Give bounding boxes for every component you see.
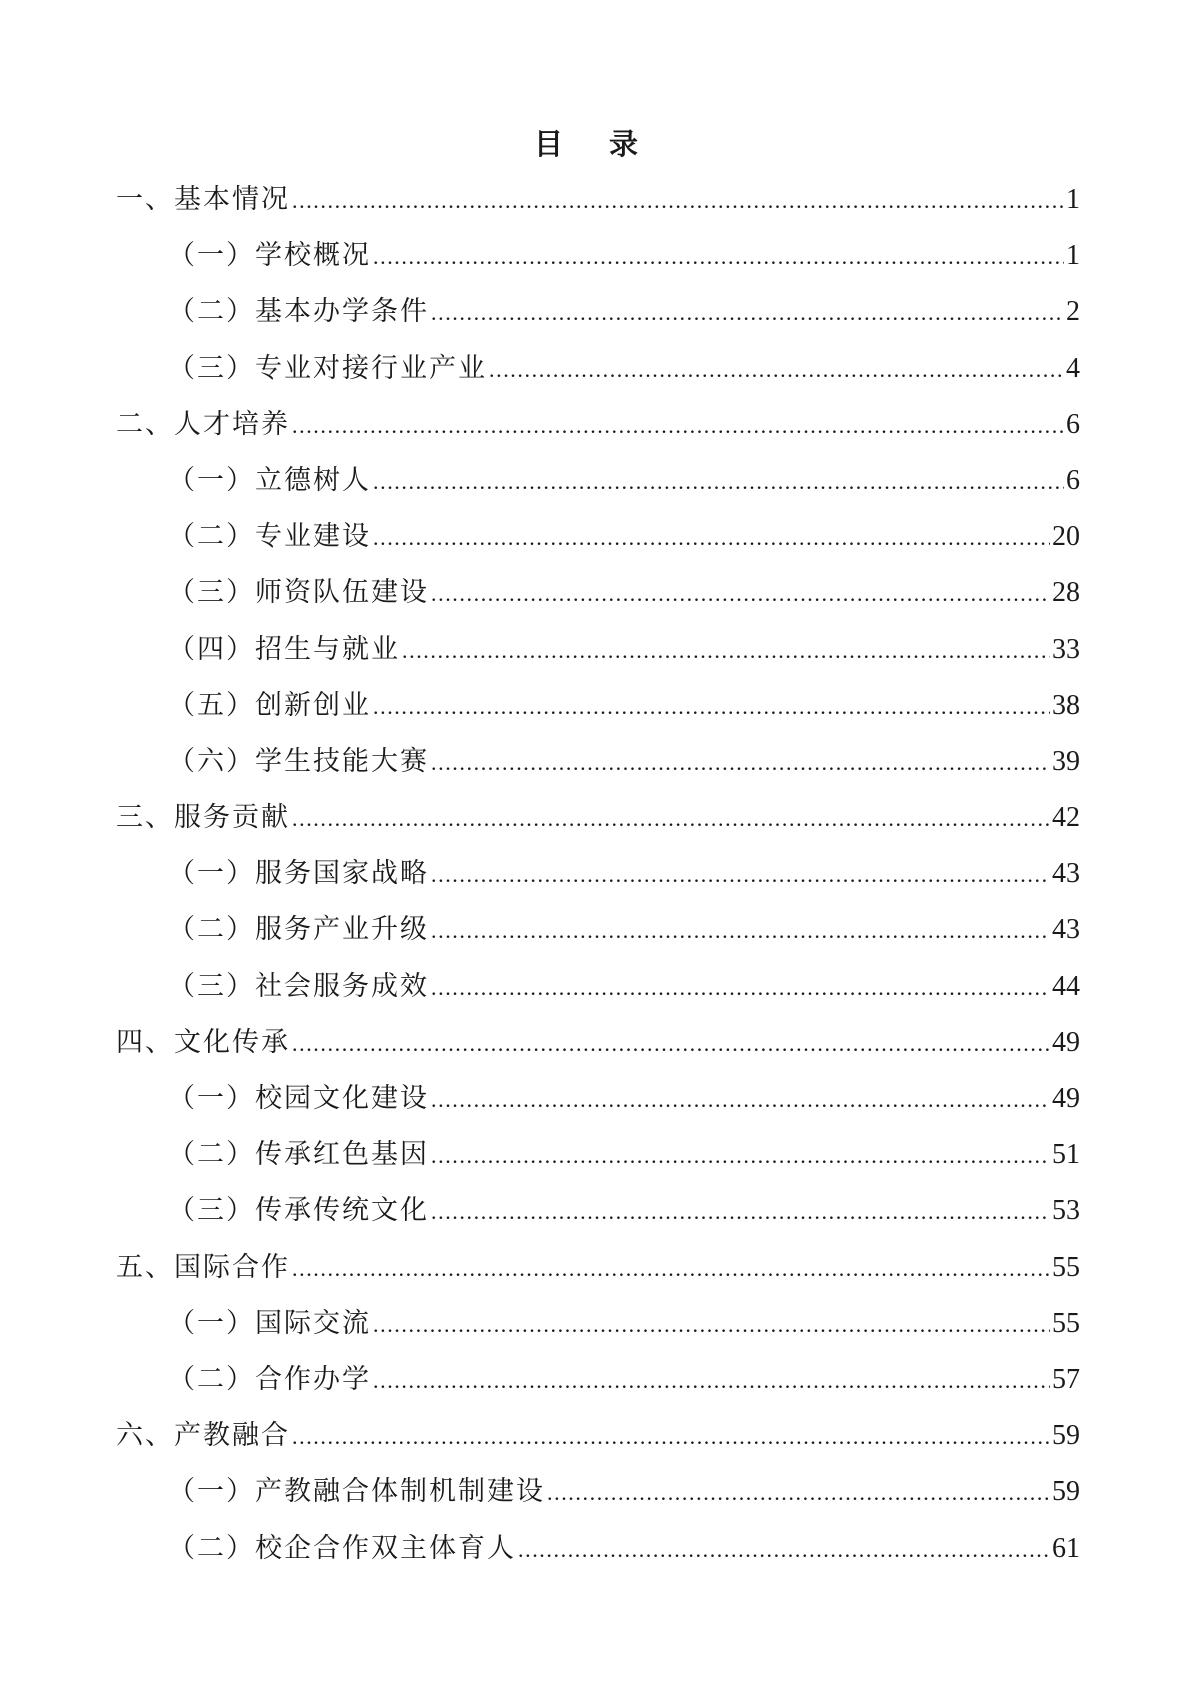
toc-entry-label: （六）学生技能大赛 (168, 745, 429, 777)
dot-leader (373, 510, 1050, 566)
toc-subsection-entry[interactable] (116, 228, 1080, 284)
toc-entry-label: （四）招生与就业 (168, 633, 400, 665)
dot-leader (431, 960, 1050, 1016)
toc-subsection-entry[interactable] (116, 509, 1080, 565)
toc-entry-label: （二）基本办学条件 (168, 296, 429, 328)
toc-page-number: 1 (1066, 240, 1080, 272)
dot-leader (431, 1184, 1050, 1240)
dot-leader (402, 623, 1050, 679)
toc-page-number: 28 (1052, 577, 1080, 609)
toc-page-number: 49 (1052, 1026, 1080, 1058)
toc-subsection-entry[interactable] (116, 1127, 1080, 1183)
toc-subsection-entry[interactable] (116, 1071, 1080, 1127)
toc-entry-label: （二）专业建设 (168, 521, 371, 553)
toc-subsection-entry[interactable] (116, 565, 1080, 621)
toc-title: 目 录 (533, 127, 657, 161)
toc-entry-label: （三）社会服务成效 (168, 970, 429, 1002)
toc-page-number: 53 (1052, 1195, 1080, 1227)
toc-subsection-entry[interactable] (116, 1183, 1080, 1239)
toc-page-number: 42 (1052, 802, 1080, 834)
dot-leader (373, 679, 1050, 735)
toc-entry-label: （二）合作办学 (168, 1363, 371, 1395)
toc-entry-label: （一）立德树人 (168, 464, 371, 496)
toc-subsection-entry[interactable] (116, 622, 1080, 678)
dot-leader (489, 342, 1064, 398)
toc-section-entry[interactable] (116, 1240, 1080, 1296)
toc-section-entry[interactable] (116, 1408, 1080, 1464)
toc-page-number: 43 (1052, 858, 1080, 890)
dot-leader (518, 1522, 1050, 1578)
toc-subsection-entry[interactable] (116, 453, 1080, 509)
toc-subsection-entry[interactable] (116, 678, 1080, 734)
dot-leader (292, 1241, 1050, 1297)
toc-subsection-entry[interactable] (116, 1296, 1080, 1352)
dot-leader (292, 1016, 1050, 1072)
toc-entry-label: （五）创新创业 (168, 689, 371, 721)
toc-subsection-entry[interactable] (116, 1352, 1080, 1408)
toc-page-number: 51 (1052, 1139, 1080, 1171)
toc-subsection-entry[interactable] (116, 341, 1080, 397)
toc-entry-label: （三）师资队伍建设 (168, 577, 429, 609)
dot-leader (292, 398, 1064, 454)
toc-subsection-entry[interactable] (116, 1521, 1080, 1577)
toc-entry-label: （一）国际交流 (168, 1307, 371, 1339)
dot-leader (292, 173, 1064, 229)
toc-page-number: 61 (1052, 1532, 1080, 1564)
dot-leader (431, 847, 1050, 903)
toc-entry-label: （一）学校概况 (168, 240, 371, 272)
toc-page-number: 1 (1066, 184, 1080, 215)
dot-leader (373, 1297, 1050, 1353)
toc-subsection-entry[interactable] (116, 846, 1080, 902)
dot-leader (431, 735, 1050, 791)
dot-leader (292, 791, 1050, 847)
toc-page-number: 57 (1052, 1363, 1080, 1395)
toc-page-number: 59 (1052, 1420, 1080, 1452)
toc-entry-label: 二、人才培养 (116, 408, 290, 440)
toc-entry-label: （一）产教融合体制机制建设 (168, 1476, 545, 1508)
toc-section-entry[interactable] (116, 790, 1080, 846)
toc-entry-label: （一）校园文化建设 (168, 1083, 429, 1114)
toc-subsection-entry[interactable] (116, 902, 1080, 958)
toc-entry-label: （三）传承传统文化 (168, 1195, 429, 1227)
toc-page-number: 20 (1052, 521, 1080, 553)
toc-entry-label: 六、产教融合 (116, 1420, 290, 1452)
dot-leader (431, 903, 1050, 959)
toc-page-number: 49 (1052, 1083, 1080, 1114)
toc-subsection-entry[interactable] (116, 734, 1080, 790)
toc-section-entry[interactable] (116, 397, 1080, 453)
toc-entry-label: 五、国际合作 (116, 1251, 290, 1283)
dot-leader (431, 1128, 1050, 1184)
toc-page-number: 55 (1052, 1251, 1080, 1283)
toc-page-number: 55 (1052, 1307, 1080, 1339)
toc-page-number: 6 (1066, 408, 1080, 440)
toc-page-number: 43 (1052, 914, 1080, 946)
dot-leader (373, 229, 1064, 285)
toc-entry-label: （二）传承红色基因 (168, 1139, 429, 1171)
toc-page-number: 38 (1052, 689, 1080, 721)
toc-page-number: 33 (1052, 633, 1080, 665)
toc-entry-label: 四、文化传承 (116, 1026, 290, 1058)
toc-entry-label: （一）服务国家战略 (168, 858, 429, 890)
toc-subsection-entry[interactable] (116, 1464, 1080, 1520)
toc-page-number: 39 (1052, 745, 1080, 777)
toc-subsection-entry[interactable] (116, 959, 1080, 1015)
toc-entry-label: （三）专业对接行业产业 (168, 352, 487, 384)
toc-page-number: 4 (1066, 352, 1080, 384)
toc-entry-label: （二）校企合作双主体育人 (168, 1532, 516, 1564)
toc-entry-label: （二）服务产业升级 (168, 914, 429, 946)
dot-leader (547, 1465, 1050, 1521)
dot-leader (373, 454, 1064, 510)
toc-subsection-entry[interactable] (116, 284, 1080, 340)
dot-leader (431, 1072, 1050, 1128)
toc-section-entry[interactable] (116, 172, 1080, 228)
toc-section-entry[interactable] (116, 1015, 1080, 1071)
toc-page-number: 59 (1052, 1476, 1080, 1508)
toc-page-number: 6 (1066, 464, 1080, 496)
dot-leader (292, 1409, 1050, 1465)
toc-page-number: 44 (1052, 970, 1080, 1002)
dot-leader (431, 566, 1050, 622)
toc-entry-label: 一、基本情况 (116, 184, 290, 215)
toc-page-number: 2 (1066, 296, 1080, 328)
dot-leader (431, 285, 1064, 341)
dot-leader (373, 1353, 1050, 1409)
toc-entry-label: 三、服务贡献 (116, 802, 290, 834)
table-of-contents (116, 172, 1080, 1577)
